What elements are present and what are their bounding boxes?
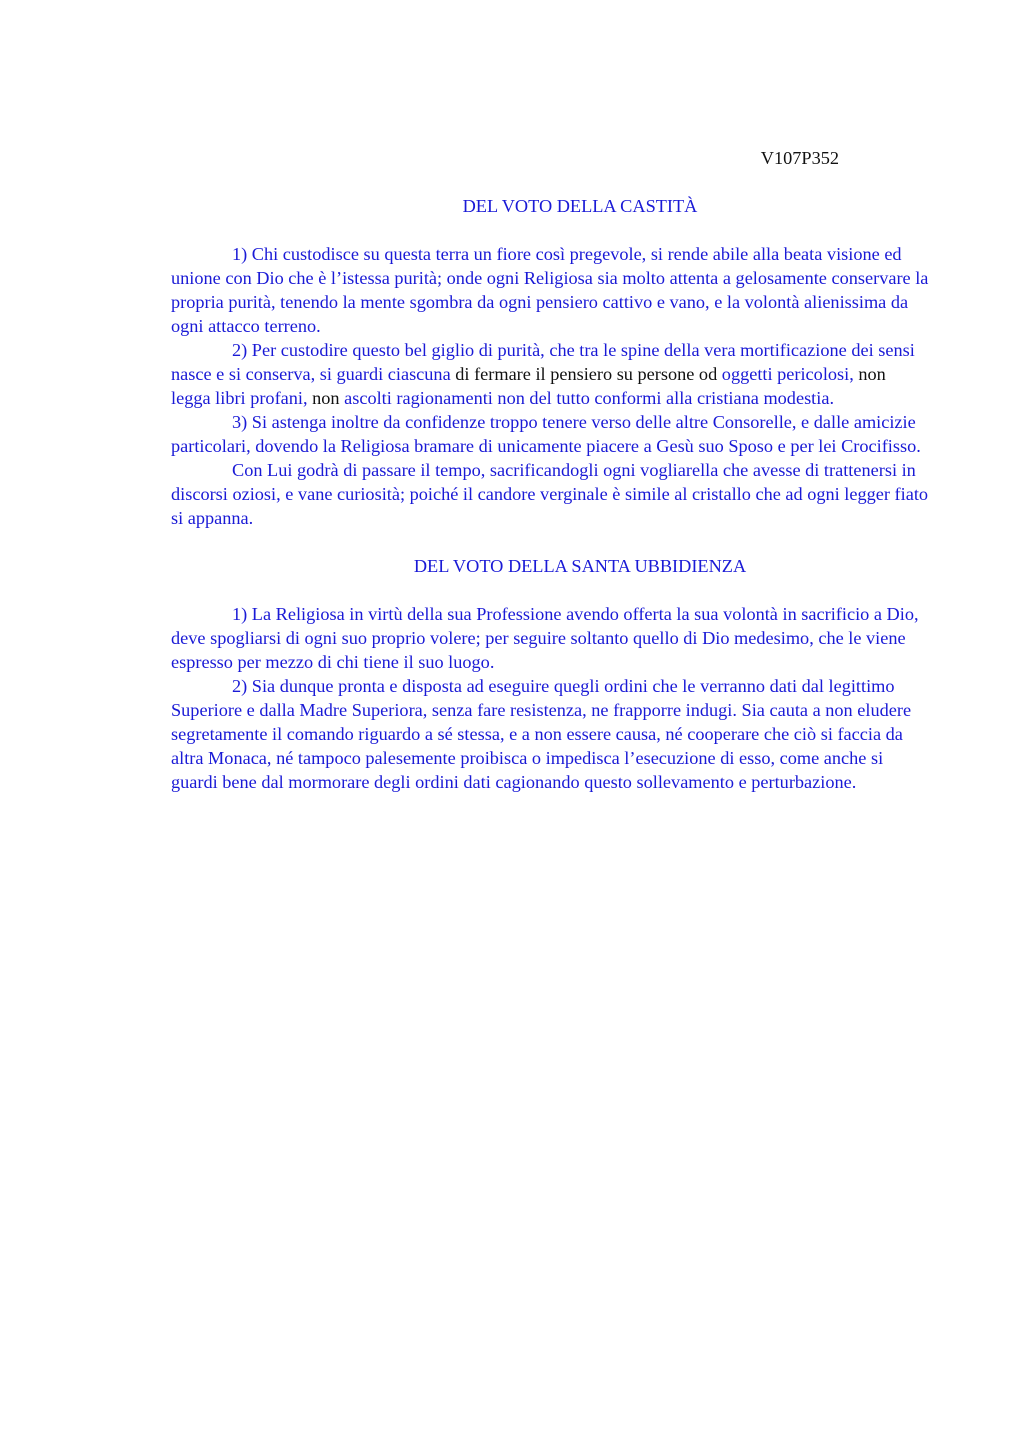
page-identifier: V107P352 [760,148,839,168]
paragraph-castita-2-part3: oggetti pericolosi, [721,364,854,384]
section-title-castita: DEL VOTO DELLA CASTITÀ [462,196,698,216]
paragraph-castita-4: Con Lui godrà di passare il tempo, sacrificandogli ogni vogliarella che avesse di trattenersi in discorsi oziosi, e vane curiosità; poiché il candore verginale è simile al cristallo che ad ogni legger fiato si appanna. [171,460,929,528]
paragraph-castita-3: 3) Si astenga inoltre da confidenze troppo tenere verso delle altre Consorelle, e dalle amicizie particolari, dovendo la Religiosa bramare di unicamente piacere a Gesù suo Sposo e per lei Crocifisso. [171,412,921,456]
document-page [171,146,929,818]
paragraph-castita-2-part6: non [307,388,345,408]
paragraph-castita-2-part4: non [853,364,886,384]
section-title-ubbidienza: DEL VOTO DELLA SANTA UBBIDIENZA [413,556,747,576]
paragraph-ubbidienza-1: 1) La Religiosa in virtù della sua Professione avendo offerta la sua volontà in sacrificio a Dio, deve spogliarsi di ogni suo proprio volere; per seguire soltanto quello di Dio medesimo, che le viene espresso per mezzo di chi tiene il suo luogo. [171,604,919,672]
paragraph-castita-2-part1: 2) Per custodire questo bel giglio di purità, che tra le spine della vera mortificazione dei sensi nasce e si conserva, si guardi ciascuna [171,340,915,384]
paragraph-castita-1: 1) Chi custodisce su questa terra un fiore così pregevole, si rende abile alla beata visione ed unione con Dio che è l’istessa purità; onde ogni Religiosa sia molto attenta a gelosamente conservare la propria purità, tenendo la mente sgombra da ogni pensiero cattivo e vano, e la volontà alienissima da ogni attacco terreno. [171,244,929,336]
paragraph-ubbidienza-2: 2) Sia dunque pronta e disposta ad eseguire quegli ordini che le verranno dati dal legittimo Superiore e dalla Madre Superiora, senza fare resistenza, ne frapporre indugi. Sia cauta a non eludere segretamente il comando riguardo a sé stessa, e a non essere causa, né cooperare che ciò si faccia da altra Monaca, né tampoco palesemente proibisca o impedisca l’esecuzione di esso, come anche si guardi bene dal mormorare degli ordini dati cagionando questo sollevamento e perturbazione. [171,676,912,792]
paragraph-castita-2-part5: legga libri profani, [171,388,308,408]
section-castita [171,242,929,530]
paragraph-castita-2 [171,338,929,410]
paragraph-castita-2-part2: di fermare il pensiero su persone od [450,364,722,384]
section-ubbidienza [171,602,929,794]
paragraph-castita-2-part7: ascolti ragionamenti non del tutto conformi alla cristiana modestia. [344,388,835,408]
